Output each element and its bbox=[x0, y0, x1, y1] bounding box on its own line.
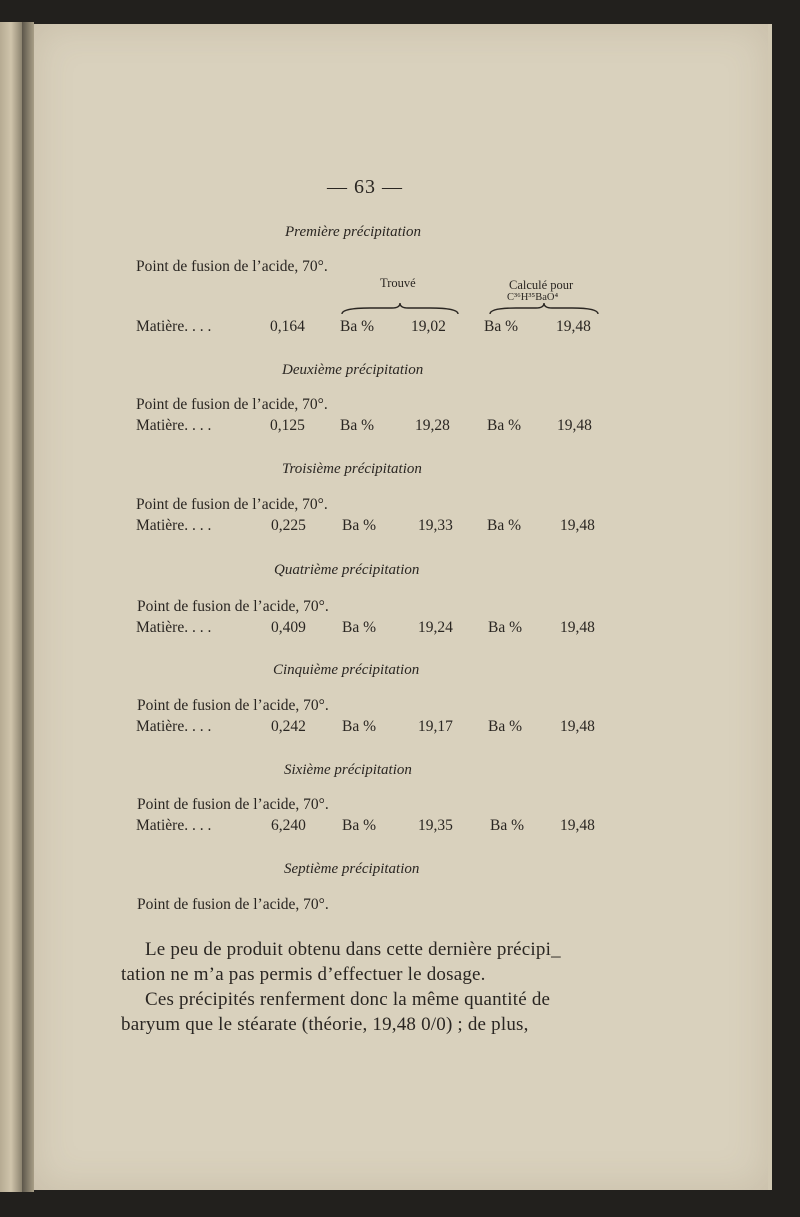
ba-calc-label-2: Ba % bbox=[487, 417, 522, 434]
mass-2: 0,125 bbox=[270, 417, 305, 434]
page-gutter-shadow bbox=[22, 22, 34, 1192]
paragraph-line-3: Ces précipités renferment donc la même quantité de bbox=[145, 989, 551, 1010]
calc-value-5: 19,48 bbox=[560, 718, 595, 735]
paragraph-line-4: baryum que le stéarate (théorie, 19,48 0/0) ; de plus, bbox=[121, 1014, 529, 1035]
section-title-4: Quatrième précipitation bbox=[274, 562, 420, 578]
section-title-2: Deuxième précipitation bbox=[282, 362, 424, 378]
brace-found bbox=[340, 302, 460, 316]
section-title-1: Première précipitation bbox=[285, 224, 421, 240]
mass-3: 0,225 bbox=[271, 517, 306, 534]
melting-point-3: Point de fusion de l’acide, 70°. bbox=[136, 496, 328, 513]
column-header-calculated: Calculé pour bbox=[509, 278, 574, 292]
matiere-label-6: Matière. . . . bbox=[136, 817, 212, 834]
column-header-formula: C³⁶H³⁵BaO⁴ bbox=[507, 292, 559, 303]
matiere-label-5: Matière. . . . bbox=[136, 718, 212, 735]
matiere-label-2: Matière. . . . bbox=[136, 417, 212, 434]
column-header-found: Trouvé bbox=[380, 276, 416, 290]
found-value-5: 19,17 bbox=[418, 718, 453, 735]
mass-6: 6,240 bbox=[271, 817, 306, 834]
section-title-5: Cinquième précipitation bbox=[273, 662, 420, 678]
matiere-label-1: Matière. . . . bbox=[136, 318, 212, 335]
melting-point-4: Point de fusion de l’acide, 70°. bbox=[137, 598, 329, 615]
ba-found-label-5: Ba % bbox=[342, 718, 377, 735]
ba-calc-label-6: Ba % bbox=[490, 817, 525, 834]
found-value-6: 19,35 bbox=[418, 817, 453, 834]
matiere-label-4: Matière. . . . bbox=[136, 619, 212, 636]
melting-point-1: Point de fusion de l’acide, 70°. bbox=[136, 258, 328, 275]
matiere-label-3: Matière. . . . bbox=[136, 517, 212, 534]
ba-calc-label-4: Ba % bbox=[488, 619, 523, 636]
mass-4: 0,409 bbox=[271, 619, 306, 636]
calc-value-6: 19,48 bbox=[560, 817, 595, 834]
calc-value-1: 19,48 bbox=[556, 318, 591, 335]
calc-value-2: 19,48 bbox=[557, 417, 592, 434]
ba-found-label-6: Ba % bbox=[342, 817, 377, 834]
brace-calculated bbox=[488, 302, 600, 316]
ba-found-label-1: Ba % bbox=[340, 318, 375, 335]
found-value-4: 19,24 bbox=[418, 619, 453, 636]
ba-found-label-2: Ba % bbox=[340, 417, 375, 434]
section-title-7: Septième précipitation bbox=[284, 861, 420, 877]
calc-value-4: 19,48 bbox=[560, 619, 595, 636]
mass-5: 0,242 bbox=[271, 718, 306, 735]
ba-calc-label-5: Ba % bbox=[488, 718, 523, 735]
found-value-3: 19,33 bbox=[418, 517, 453, 534]
melting-point-6: Point de fusion de l’acide, 70°. bbox=[137, 796, 329, 813]
paragraph-line-1: Le peu de produit obtenu dans cette dernière précipi_ bbox=[145, 939, 561, 960]
melting-point-2: Point de fusion de l’acide, 70°. bbox=[136, 396, 328, 413]
ba-found-label-3: Ba % bbox=[342, 517, 377, 534]
ba-calc-label-1: Ba % bbox=[484, 318, 519, 335]
page-number: — 63 — bbox=[327, 176, 403, 198]
found-value-1: 19,02 bbox=[411, 318, 446, 335]
section-title-3: Troisième précipitation bbox=[282, 461, 422, 477]
melting-point-7: Point de fusion de l’acide, 70°. bbox=[137, 896, 329, 913]
mass-1: 0,164 bbox=[270, 318, 305, 335]
previous-page-edge bbox=[0, 22, 22, 1192]
melting-point-5: Point de fusion de l’acide, 70°. bbox=[137, 697, 329, 714]
calc-value-3: 19,48 bbox=[560, 517, 595, 534]
ba-calc-label-3: Ba % bbox=[487, 517, 522, 534]
found-value-2: 19,28 bbox=[415, 417, 450, 434]
paragraph-line-2: tation ne m’a pas permis d’effectuer le dosage. bbox=[121, 964, 486, 985]
section-title-6: Sixième précipitation bbox=[284, 762, 412, 778]
page-right-edge bbox=[768, 24, 772, 1190]
ba-found-label-4: Ba % bbox=[342, 619, 377, 636]
